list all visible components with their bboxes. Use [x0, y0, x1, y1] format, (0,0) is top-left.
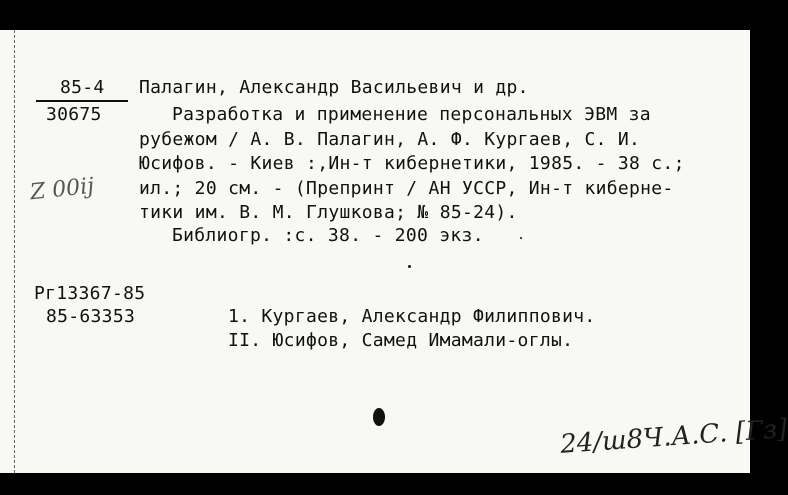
card-margin-line	[14, 30, 15, 473]
handwritten-bottom-note: 24/ш8Ч.А.С. [Гз]	[559, 414, 788, 460]
body-line-4: ил.; 20 см. - (Препринт / АН УССР, Ин-т киберне-	[139, 178, 674, 199]
class-number: 85-4	[60, 77, 105, 98]
catalog-card	[0, 30, 788, 473]
author-heading: Палагин, Александр Васильевич и др.	[139, 77, 529, 98]
body-line-1: Разработка и применение персональных ЭВМ за	[172, 104, 651, 125]
coauthor-1: 1. Кургаев, Александр Филиппович.	[228, 306, 596, 327]
card-number: 85-63353	[46, 306, 136, 327]
handwritten-left-note: Z 00ij	[28, 173, 96, 206]
class-number-rule	[36, 100, 128, 102]
ink-speck	[408, 265, 411, 268]
body-line-3: Юсифов. - Киев :,Ин-т кибернетики, 1985. - 38 с.;	[139, 153, 685, 174]
ink-speck	[520, 237, 522, 239]
body-line-5: тики им. В. М. Глушкова; № 85-24).	[139, 202, 518, 223]
inventory-number: 30675	[46, 104, 102, 125]
bibliography-note: Библиогр. :с. 38. - 200 экз.	[172, 225, 484, 246]
body-line-2: рубежом / А. В. Палагин, А. Ф. Кургаев, С. И.	[139, 129, 641, 150]
ink-blot	[373, 408, 385, 426]
coauthor-2: II. Юсифов, Самед Имамали-оглы.	[228, 330, 574, 351]
rg-number: Рг13367-85	[34, 283, 146, 304]
